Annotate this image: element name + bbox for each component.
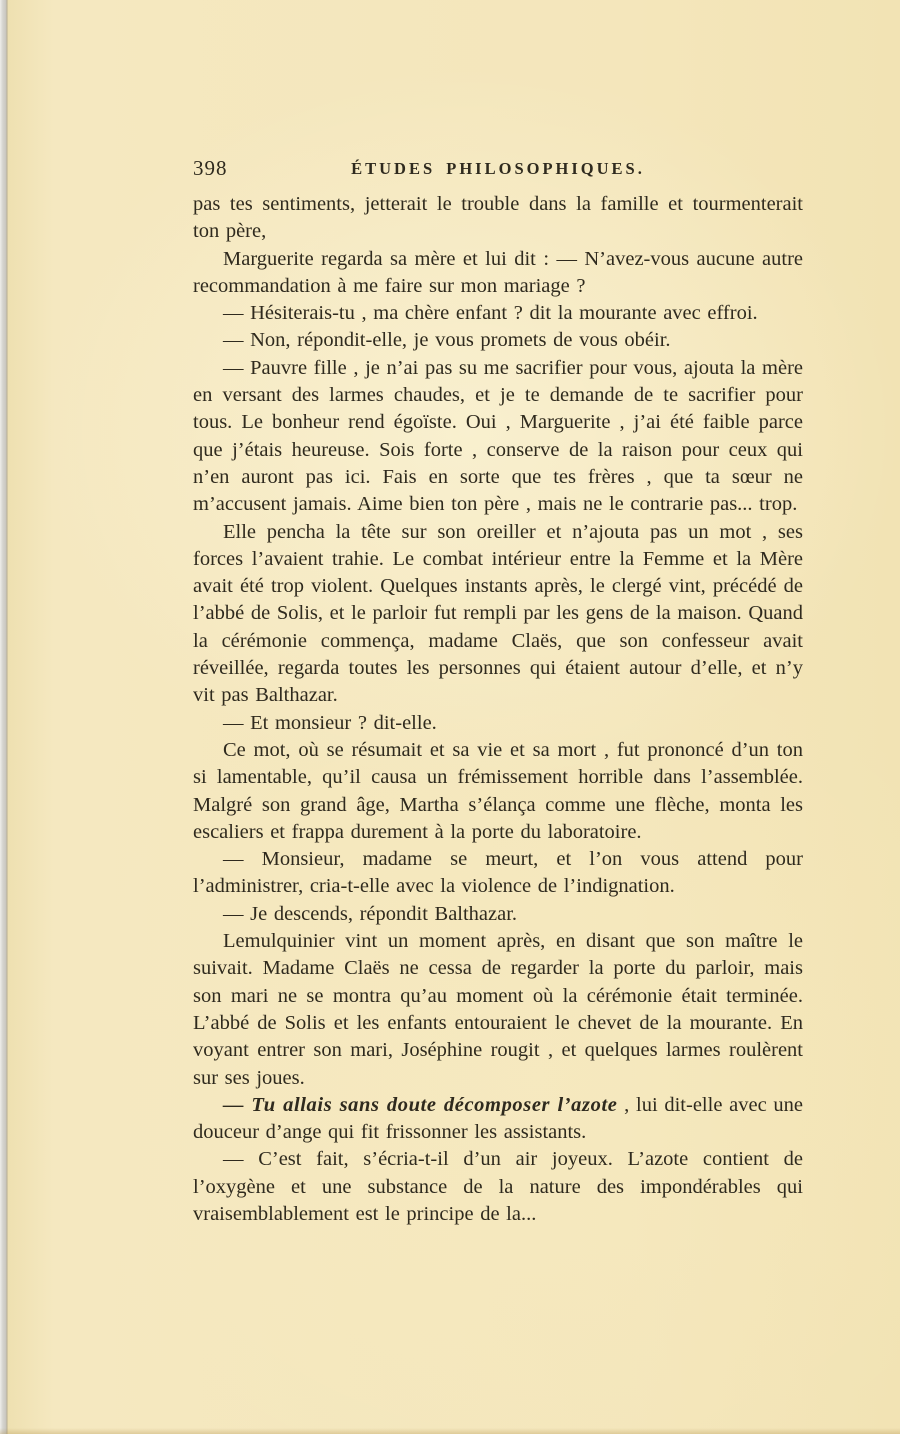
text-block xyxy=(193,191,803,1228)
scanner-edge-bottom xyxy=(0,1428,900,1434)
paragraph xyxy=(193,327,803,354)
paragraph xyxy=(193,901,803,928)
body-text: Elle pencha la tête sur son oreiller et n’ajouta pas un mot , ses forces l’avaient trahie. Le combat intérieur entre la Femme et la Mère avait été trop violent. Quelques instants après, le clergé vint, précédé de l’abbé de Solis, et le parloir fut rempli par les gens de la maison. Quand la cérémonie commença, madame Claës, que son confesseur avait réveillée, regarda toutes les personnes qui étaient autour d’elle, et n’y vit pas Balthazar. xyxy=(193,520,803,707)
body-text: — Hésiterais-tu , ma chère enfant ? dit la mourante avec effroi. xyxy=(223,302,758,325)
paragraph xyxy=(193,246,803,301)
body-text: Lemulquinier vint un moment après, en disant que son maître le suivait. Madame Claës ne cessa de regarder la porte du parloir, mais son mari ne se montra qu’au moment où la cérémonie était terminée. L’abbé de Solis et les enfants entouraient le chevet de la mourante. En voyant entrer son mari, Joséphine rougit , et quelques larmes roulèrent sur ses joues. xyxy=(193,930,803,1089)
body-text: pas tes sentiments, jetterait le trouble dans la famille et tourmenterait ton père, xyxy=(193,193,803,243)
body-text: Ce mot, où se résumait et sa vie et sa mort , fut prononcé d’un ton si lamentable, qu’il causa un frémissement horrible dans l’assemblée. Malgré son grand âge, Martha s’élança comme une flèche, monta les escaliers et frappa durement à la porte du laboratoire. xyxy=(193,738,803,843)
running-title: ÉTUDES PHILOSOPHIQUES. xyxy=(351,159,645,178)
body-text: — Et monsieur ? dit-elle. xyxy=(223,711,437,734)
scanner-edge-left xyxy=(0,0,8,1434)
emphasized-text: Tu allais sans doute décomposer l’azote xyxy=(251,1093,618,1116)
paragraph xyxy=(193,846,803,901)
paragraph xyxy=(193,191,803,246)
paragraph xyxy=(193,928,803,1092)
emphasized-text: — xyxy=(223,1093,252,1116)
paragraph xyxy=(193,737,803,846)
body-text: , lui dit-elle avec une douceur d’ange qui fit frissonner les assistants. xyxy=(193,1093,803,1144)
page-header xyxy=(193,156,803,182)
body-text: — C’est fait, s’écria-t-il d’un air joyeux. L’azote contient de l’oxygène et une substance de la nature des impondérables qui vraisemblablement est le principe de la... xyxy=(193,1148,803,1225)
body-text: — Je descends, répondit Balthazar. xyxy=(223,902,518,925)
paragraph xyxy=(193,519,803,710)
page-number: 398 xyxy=(193,156,228,180)
body-text: — Non, répondit-elle, je vous promets de vous obéir. xyxy=(223,329,671,352)
paragraph xyxy=(193,300,803,327)
body-text: — Monsieur, madame se meurt, et l’on vous attend pour l’administrer, cria-t-elle avec la violence de l’indignation. xyxy=(193,848,803,898)
body-text: — Pauvre fille , je n’ai pas su me sacrifier pour vous, ajouta la mère en versant des larmes chaudes, et je te demande de te sacrifier pour tous. Le bonheur rend égoïste. Oui , Marguerite , j’ai été faible parce que j’étais heureuse. Sois forte , conserve de la raison pour ceux qui n’en auront pas ici. Fais en sorte que tes frères , que ta sœur ne m’accusent jamais. Aime bien ton père , mais ne le contrarie pas... trop. xyxy=(193,356,804,516)
body-text: Marguerite regarda sa mère et lui dit : — N’avez-vous aucune autre recommandation à me faire sur mon mariage ? xyxy=(193,247,803,297)
paragraph xyxy=(193,1092,803,1147)
paragraph xyxy=(193,355,803,519)
paragraph xyxy=(193,1146,803,1228)
paragraph xyxy=(193,710,803,737)
